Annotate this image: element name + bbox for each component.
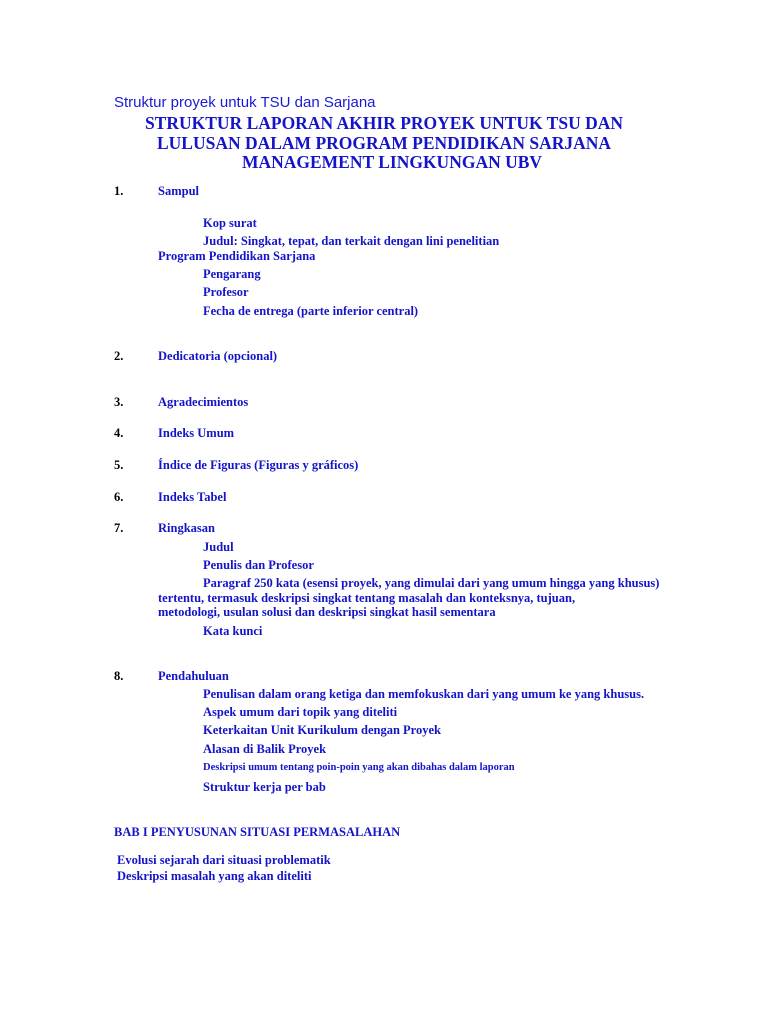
document-title-line-1: STRUKTUR LAPORAN AKHIR PROYEK UNTUK TSU DAN <box>144 113 624 133</box>
list-item: Kata kunci <box>203 624 263 638</box>
list-item: Penulis dan Profesor <box>203 558 314 572</box>
list-item: Judul: Singkat, tepat, dan terkait dengan lini penelitian <box>203 234 500 248</box>
section-heading-dedicatoria: Dedicatoria (opcional) <box>158 349 278 363</box>
section-heading-indeks-umum: Indeks Umum <box>158 426 235 440</box>
list-item-continuation: metodologi, usulan solusi dan deskripsi singkat hasil sementara <box>158 605 496 619</box>
section-heading-indice-figuras: Índice de Figuras (Figuras y gráficos) <box>158 458 359 472</box>
document-title-line-2: LULUSAN DALAM PROGRAM PENDIDIKAN SARJANA <box>156 133 612 153</box>
list-item: Evolusi sejarah dari situasi problematik <box>117 853 331 867</box>
section-number: 1. <box>114 184 124 198</box>
list-item: Paragraf 250 kata (esensi proyek, yang dimulai dari yang umum hingga yang khusus) <box>203 576 660 590</box>
section-heading-agradecimientos: Agradecimientos <box>158 395 249 409</box>
section-number: 6. <box>114 490 124 504</box>
section-heading-pendahuluan: Pendahuluan <box>158 669 229 683</box>
section-heading-indeks-tabel: Indeks Tabel <box>158 490 227 504</box>
list-item: Deskripsi masalah yang akan diteliti <box>117 869 312 883</box>
section-number: 5. <box>114 458 124 472</box>
list-item: Profesor <box>203 285 249 299</box>
list-item-continuation: tertentu, termasuk deskripsi singkat tentang masalah dan konteksnya, tujuan, <box>158 591 576 605</box>
section-heading-ringkasan: Ringkasan <box>158 521 215 535</box>
document-title-line-3: MANAGEMENT LINGKUNGAN UBV <box>241 152 543 172</box>
list-item-continuation: Program Pendidikan Sarjana <box>158 249 316 263</box>
list-item: Deskripsi umum tentang poin-poin yang akan dibahas dalam laporan <box>203 762 515 773</box>
list-item: Penulisan dalam orang ketiga dan memfokuskan dari yang umum ke yang khusus. <box>203 687 645 701</box>
section-heading-sampul: Sampul <box>158 184 199 198</box>
section-number: 7. <box>114 521 124 535</box>
section-number: 2. <box>114 349 124 363</box>
document-subtitle: Struktur proyek untuk TSU dan Sarjana <box>114 94 376 111</box>
chapter-heading: BAB I PENYUSUNAN SITUASI PERMASALAHAN <box>114 825 401 839</box>
list-item: Alasan di Balik Proyek <box>203 742 327 756</box>
section-number: 4. <box>114 426 124 440</box>
list-item: Keterkaitan Unit Kurikulum dengan Proyek <box>203 723 441 737</box>
list-item: Pengarang <box>203 267 261 281</box>
list-item: Aspek umum dari topik yang diteliti <box>203 705 398 719</box>
list-item: Kop surat <box>203 216 257 230</box>
section-number: 3. <box>114 395 124 409</box>
list-item: Fecha de entrega (parte inferior central) <box>203 304 419 318</box>
list-item: Judul <box>203 540 234 554</box>
section-number: 8. <box>114 669 124 683</box>
list-item: Struktur kerja per bab <box>203 780 326 794</box>
